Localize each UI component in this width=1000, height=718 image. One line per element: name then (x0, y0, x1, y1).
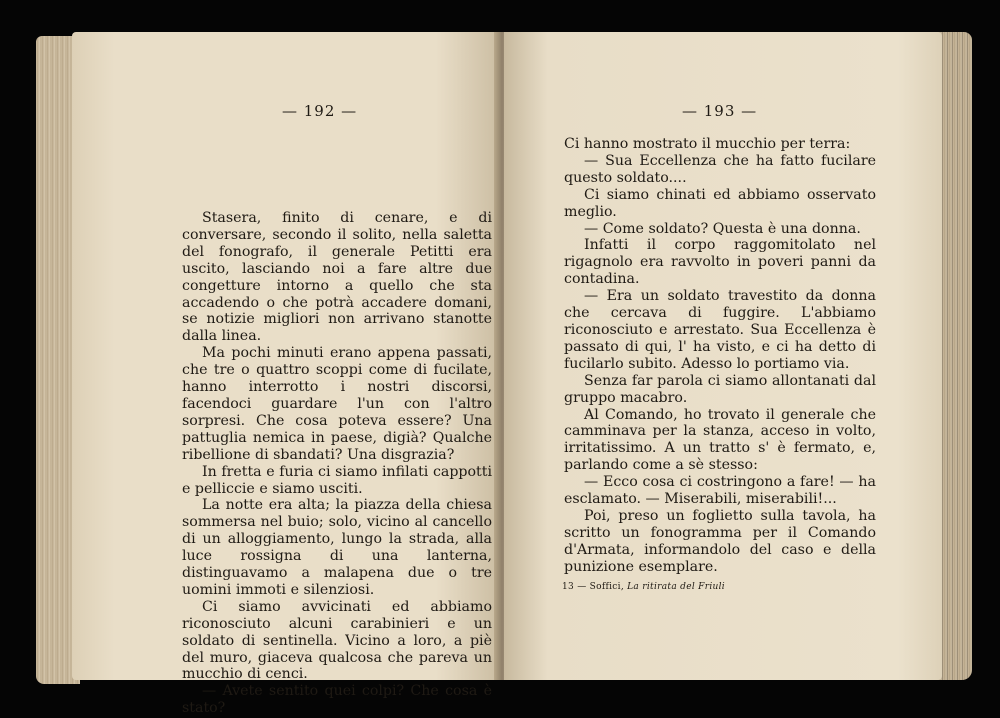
paragraph: Al Comando, ho trovato il generale che camminava per la stanza, acceso in volto, irritatissimo. A un tratto s' è fermato, e, parlando come a sè stesso: (564, 406, 876, 474)
paragraph: — Avete sentito quei colpi? Che cosa è stato? (182, 683, 492, 717)
paragraph: — Era un soldato travestito da donna che cercava di fuggire. L'abbiamo riconosciuto e arrestato. Sua Eccellenza è passato di qui, l' ha visto, e ci ha detto di fucilarlo subito. Adesso lo portiamo via. (564, 288, 876, 372)
right-page-text (564, 136, 876, 576)
footer-signature: 13 — Soffici, (562, 582, 624, 592)
paragraph: Ci siamo avvicinati ed abbiamo riconosciuto alcuni carabinieri e un soldato di sentinella. Vicino a loro, a piè del muro, giaceva qualcosa che pareva un mucchio di cenci. (182, 598, 492, 683)
paragraph: In fretta e furia ci siamo infilati cappotti e pelliccie e siamo usciti. (182, 463, 492, 497)
paragraph: La notte era alta; la piazza della chiesa sommersa nel buio; solo, vicino al cancello di un alloggiamento, lungo la strada, alla luce rossigna di una lanterna, distinguavamo a malapena due o tre uomini immoti e silenziosi. (182, 497, 492, 598)
right-page (504, 32, 942, 680)
paragraph: — Come soldato? Questa è una donna. (584, 220, 861, 237)
left-page-text (182, 210, 492, 717)
open-book (36, 28, 972, 717)
paragraph: — Ecco cosa ci costringono a fare! — ha esclamato. — Miserabili, miserabili!... (564, 474, 876, 508)
right-page-edges (938, 32, 972, 680)
paragraph: Stasera, finito di cenare, e di conversare, secondo il solito, nella saletta del fonografo, il generale Petitti era uscito, lasciando noi a fare altre due congetture intorno a quello che sta accadendo o che potrà accadere domani, se notizie migliori non arrivano stanotte dalla linea. (182, 210, 492, 345)
paragraph: Infatti il corpo raggomitolato nel rigagnolo era ravvolto in poveri panni da contadina. (564, 237, 876, 288)
left-page-number: — 192 — (282, 102, 358, 120)
paragraph: Senza far parola ci siamo allontanati dal gruppo macabro. (564, 372, 876, 406)
paragraph: Poi, preso un foglietto sulla tavola, ha scritto un fonogramma per il Comando d'Armata, informandolo del caso e della punizione esemplare. (564, 507, 876, 575)
left-page (72, 32, 500, 717)
paragraph: Ci hanno mostrato il mucchio per terra: (564, 136, 851, 152)
paragraph: Ma pochi minuti erano appena passati, che tre o quattro scoppi come di fucilate, hanno interrotto i nostri discorsi, facendoci guardare l'un con l'altro sorpresi. Che cosa poteva essere? Una pattuglia nemica in paese, digià? Qualche ribellione di sbandati? Una disgrazia? (182, 345, 492, 463)
paragraph: Ci siamo chinati ed abbiamo osservato meglio. (564, 186, 876, 220)
right-page-number: — 193 — (682, 102, 758, 120)
page-footer (562, 582, 725, 592)
paragraph: — Sua Eccellenza che ha fatto fucilare questo soldato.... (564, 152, 876, 186)
footer-book-title: La ritirata del Friuli (627, 582, 725, 592)
